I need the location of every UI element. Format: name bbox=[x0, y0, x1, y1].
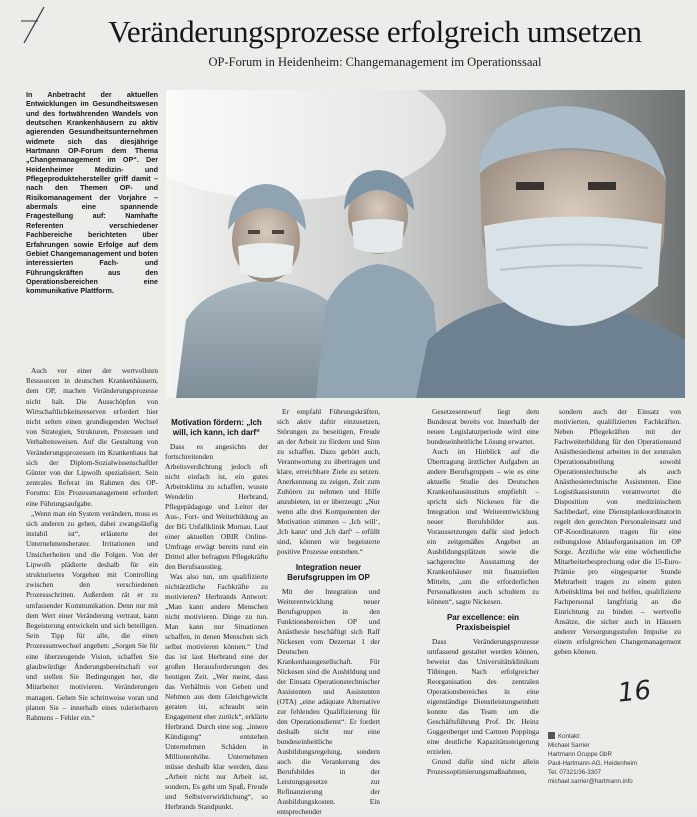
article-column-2 bbox=[165, 412, 268, 812]
column-paragraph: Er empfahl Führungskräften, sich aktiv daftir einzusetzen, Störungen zu beseitigen, Freude an der Arbeit zu fördern und Sinn zu schaffen. Dazu gehört auch, Verantwortung zu übertragen und klare, erreichbare Ziele zu setzen. Anerkennung zu zeigen, Zeit zum Zuhören zu nehmen und Hilfe anzubieten, ist er überzeugt: „Nur wenn alle drei Komponenten der Motivation stimmen – ,Ich will‘, ,Ich kann‘ und ,Ich darf‘ – erfüllt sind, können wir begeisterte positive Prozesse entstehen.“ bbox=[277, 407, 380, 556]
contact-line: Hartmann Gruppe GbR bbox=[548, 751, 612, 758]
column-paragraph: Grund dafür sind nicht allein Prozessoptimierungsmaßnahmen, bbox=[427, 757, 539, 776]
article-subline: OP-Forum in Heidenheim: Changemanagement im Operationssaal bbox=[208, 55, 542, 69]
handwritten-page-number: 16 bbox=[616, 675, 653, 709]
subheading-motivation: Motivation fördern: „Ich will, ich kann, ich darf“ bbox=[171, 418, 262, 437]
contact-box bbox=[548, 732, 688, 786]
contact-line: michael.sarrier@hartmann.info bbox=[548, 778, 633, 785]
column-paragraph: Dass Veränderungsprozesse umfassend gestaltet werden können, beweist das Universitätsklinikum Tübingen. Nach erfolgreicher Reorganisation des zentralen Operationsbereiches in eine eigenständige Dienstleistungseinheit konnte das Team um die Geschäftsführung Prof. Dr. Heinz Guggenberger und Carmen Poppinga eine deutliche Kapazitätssteigerung erzielen. bbox=[427, 637, 539, 756]
column-paragraph: Dass es angesichts der fortschreitenden Arbeitsverdichtung jedoch oft nicht einfach ist, ein gutes Arbeitsklima zu schaffen, wusste Wendelin Herbrand, Pflegepädagoge und Leiter der Aus-, Fort- und Weiterbildung an der BG Unfallklinik Murnau. Laut einer aktuellen OBIR Online-Umfrage erwägt bereits rund ein Drittel aller befragten Pflegekräfte den Berufsausstieg. bbox=[165, 442, 268, 571]
article-intro: In Anbetracht der aktuellen Entwicklungen im Gesundheitswesen und des fortwährenden Wandels von deutschen Krankenhäusern zu aktiv agierenden Gesundheitsunternehmen widmete sich das diesjährige Hartmann OP-Forum dem Thema „Changemanagement im OP“. Der Heidenheimer Medizin- und Pflegeproduktehersteller griff damit – nach den Themen OP- und Risikomanagement der Vorjahre – abermals eine spannende Fragestellung auf: Namhafte Referenten verschiedener Fachbereiche berichteten über Erfahrungen sowie Erfolge auf dem Gebiet Changemanagement und boten interessierten Fach- und Führungskräften aus den Operationsbereichen eine kommunikative Plattform. bbox=[26, 90, 158, 296]
contact-line: Michael Sarrier bbox=[548, 742, 590, 749]
article-column-3 bbox=[277, 407, 380, 817]
column-paragraph: Was also tun, um qualifizierte nichtärztliche Fachkräfte zu motivieren? Herbrands Antwort: „Man kann andere Menschen nicht motivieren. Dinge zu tun. Man kann nur Situationen schaffen, in denen Menschen sich selbst motivieren können.“ Und das ist laut Herbrand eine der großen Herausforderungen des heutigen Zeit. „Wer meint, dass das Verhältnis von Geben und Nehmen aus dem Gleichgewicht geraten ist, schraubt sein Engagement eher zurück“, erklärte Herbrand. Durch eine sog. „innere Kündigung“ entstehen Unternehmen Schäden in Millionenhöhe. Unternehmen müsse deshalb klar werden, dass „Arbeit nicht nur Arbeit ist, sondern, Es geht um Spaß, Freude und Selbstverwirklichung“, so Herbrands Standpunkt. bbox=[165, 572, 268, 811]
article-column-4 bbox=[427, 407, 539, 777]
operating-room-illustration bbox=[166, 90, 685, 398]
contact-line: Paul-Hartmann-AG, Heidenheim bbox=[548, 760, 638, 767]
contact-marker-icon bbox=[548, 732, 555, 739]
subheading-praxisbeispiel: Par excellence: ein Praxisbeispiel bbox=[446, 613, 520, 632]
contact-line: Tel. 07321/36-3307 bbox=[548, 769, 601, 776]
article-column-1 bbox=[26, 366, 158, 723]
surgeons-photo bbox=[166, 90, 685, 398]
column-paragraph: Auch im Hinblick auf die Übertragung ärztlicher Aufgaben an andere Berufsgruppen – wie es eine aktuelle Studie des Deutschen Krankenhausinstituts empfiehlt – spricht sich Nickesen für die Integration und Weiterentwicklung neuer Berufsbilder aus. Voraussetzungen dafür sind jedoch ein zeitgemäßes Angebot an Ausbildungsplätzen sowie die sachgerechte Ausstattung der Krankenhäuser mit finanziellen Mitteln, „um die erforderlichen Personalkosten auch schultern zu können“, sagte Nickesen. bbox=[427, 447, 539, 606]
column-paragraph: Mit der Integration und Weiterentwicklung neuer Berufsgruppen in den Funktionsbereichen OP und Anästhesie beschäftigt sich Ralf Nickesen vom Dezernat 1 der Deutschen Krankenhausgesellschaft. Für Nickesen sind die Ausbildung und der Einsatz Operationstechnischer Assistenten und Assistenten (OTA) „eine adäquate Alternative zur fehlenden Qualifizierung für den Operationsdienst“. Er fordert deshalb nicht nur eine bundeseinheitliche Ausbildungsregelung, sondern auch die Verankerung des Berufsbildes in der Leistungsgesetze zur Refinanzierung der Ausbildungskosten. Ein entsprechender bbox=[277, 587, 380, 816]
column-paragraph: „Wenn man ein System verändern, muss es sich anderen zu gehen, dabei zwangsläufig instabil ist“, erläuterte der Unternehmensberater. Irritationen und Unsicherheiten und die Folgen. Von der Lipwolh plädierte deshalb für ein strukturiertes Vorgehen mit Controlling zwischen den verschiedenen Prozessschritten. Außerdem rät er zu umfassender Kommunikation. Denn nur mit dem Wert einer Veränderung vertraut, kann Begeisterung entwickeln und sich beteiligen. Sein Tipp für alle, die einen Prozessumwechsel angehen: „Sorgen Sie für eine überzeugende Vision, schaffen Sie glaubwürdige Änderungsbereitschaft vor und stellen Sie Bedingungen her, die Mitarbeiter motivieren. Veränderungen managen. Gehen Sie schrittweise voran und planen Sie – innerhalb eines tolerierbaren Rahmens – Fehler ein.“ bbox=[26, 508, 158, 722]
column-paragraph: Gesetzesentwurf liegt dem Bundesrat bereits vor. Innerhalb der neuen Legislaturperiode wird eine bundeseinheitliche Lösung erwartet. bbox=[427, 407, 539, 446]
column-paragraph: sondern auch der Einsatz von motivierten, qualifizierten Fachkräften. Neben Pflegekräften mit der Fachweiterbildung für den Operationsund Anästhesiedienst arbeiten in der zentralen Operationsabteilung sowohl Operationstechnische als auch Anästhesietechnische Assistenten. Eine Logistikassistentin verantwortet die Disposition von medizinischem Sachbedarf, eine Dienstplankoordinatorin regelt den gerechten Personaleinsatz und OP-Koordinatoren tragen für eine reibungslose Ablauforganisation im OP Sorge. Ärztliche wie eine wöchentliche Mitarbeiterbesprechung oder die 15-Euro-Prämie pro eingesparter Stunde Mehrarbeit tragen zu einem guten Arbeitsklima bei und helfen, qualifizierte Fachpersonal langfristig an die Einrichtung zu binden – wertvolle Ansätze, die sicher auch in Häusern anderer Versorgungsstufen Impulse zu einem erfolgreichen Changemanagement geben können. bbox=[554, 407, 681, 656]
column-paragraph: Auch vor einer der wertvollsten Ressourcen in deutschen Krankenhäusern, dem OP, machen Veränderungsprozesse nicht halt. Die Ausschöpfen von Wirtschaftlichkeitsreserven erfordert hier nicht selten einen grundlegenden Wechsel von Strategien, Strukturen, Prozessen und Verhaltensweisen. Auf die Gestaltung von Veränderungsprozessen im Krankenhaus hat sich der Diplom-Sozialwissenschaftler Günter von der Lipwolh spezialisiert. Sein zentrales Referat im Rahmen des OP-Forums: Ein Prozessmanagement erfordert eine Führungsaufgabe. bbox=[26, 366, 158, 508]
article-column-5 bbox=[554, 407, 681, 657]
pen-stroke-mark bbox=[20, 5, 46, 45]
contact-label bbox=[548, 732, 688, 741]
contact-label-text: Kontakt: bbox=[558, 733, 581, 740]
subheading-integration: Integration neuer Berufsgruppen im OP bbox=[287, 563, 370, 582]
article-headline: Veränderungsprozesse erfolgreich umsetzen bbox=[108, 14, 642, 49]
